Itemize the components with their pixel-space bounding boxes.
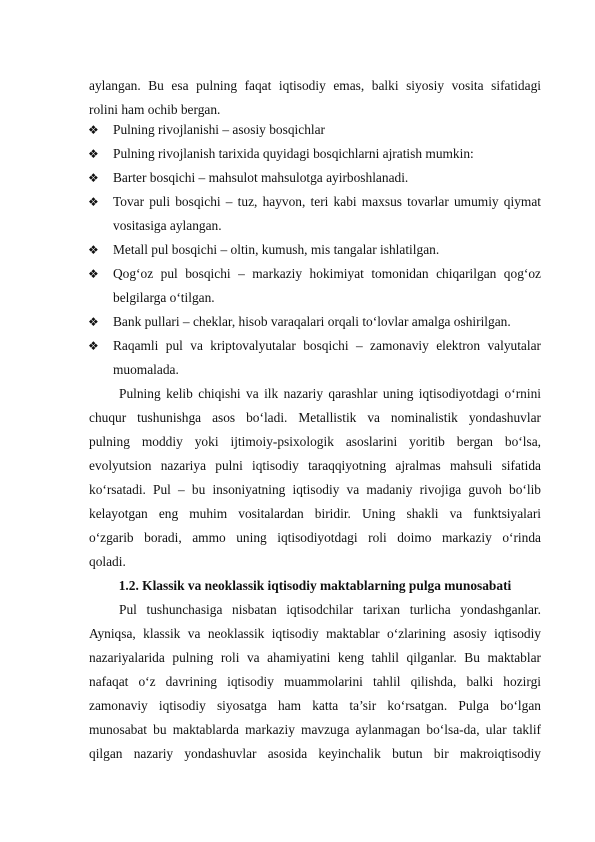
bullet-item: Tovar puli bosqichi – tuz, hayvon, teri kabi maxsus tovarlar umumiy qiymat [113, 194, 541, 209]
diamond-bullet-icon: ❖ [88, 123, 99, 137]
diamond-bullet-icon: ❖ [88, 147, 99, 161]
paragraph-line: Pul tushunchasiga nisbatan iqtisodchilar tarixan turlicha yondashganlar. [119, 602, 541, 617]
paragraph-line: kelayotgan eng muhim vositalardan biridir. Uning shakli va funktsiyalari [89, 506, 541, 521]
diamond-bullet-icon: ❖ [88, 267, 99, 281]
intro-line: aylangan. Bu esa pulning faqat iqtisodiy emas, balki siyosiy vosita sifatidagi [89, 78, 541, 93]
paragraph-line: qoladi. [89, 554, 126, 569]
paragraph-line: o‘zgarib boradi, ammo uning iqtisodiyotdagi roli doimo markaziy o‘rinda [89, 530, 541, 545]
diamond-bullet-icon: ❖ [88, 171, 99, 185]
bullet-item-continuation: muomalada. [113, 362, 179, 377]
intro-line: rolini ham ochib bergan. [89, 102, 221, 117]
bullet-item: Metall pul bosqichi – oltin, kumush, mis tangalar ishlatilgan. [113, 242, 440, 257]
bullet-item: Pulning rivojlanish tarixida quyidagi bosqichlarni ajratish mumkin: [113, 146, 474, 161]
section-heading: 1.2. Klassik va neoklassik iqtisodiy maktablarning pulga munosabati [118, 578, 512, 593]
bullet-item: Qog‘oz pul bosqichi – markaziy hokimiyat tomonidan chiqarilgan qog‘oz [113, 266, 541, 281]
diamond-bullet-icon: ❖ [88, 315, 99, 329]
bullet-item: Raqamli pul va kriptovalyutalar bosqichi – zamonaviy elektron valyutalar [113, 338, 541, 353]
paragraph-line: evolyutsion nazariya pulni iqtisodiy taraqqiyotning ajralmas mahsuli sifatida [89, 458, 541, 473]
bullet-item: Barter bosqichi – mahsulot mahsulotga ayirboshlanadi. [113, 170, 409, 185]
paragraph-line: ko‘rsatadi. Pul – bu insoniyatning iqtisodiy va madaniy rivojiga guvoh bo‘lib [89, 482, 541, 497]
diamond-bullet-icon: ❖ [88, 195, 99, 209]
paragraph-line: Pulning kelib chiqishi va ilk nazariy qarashlar uning iqtisodiyotdagi o‘rnini [119, 386, 541, 401]
paragraph-line: zamonaviy iqtisodiy siyosatga ham katta ta’sir ko‘rsatgan. Pulga bo‘lgan [89, 698, 541, 713]
bullet-item-continuation: belgilarga o‘tilgan. [113, 290, 215, 305]
paragraph-line: pulning moddiy yoki ijtimoiy-psixologik asoslarini yoritib bergan bo‘lsa, [89, 434, 541, 449]
paragraph-line: munosabat bu maktablarda markaziy mavzuga aylanmagan bo‘lsa-da, ular taklif [89, 722, 541, 737]
paragraph-line: chuqur tushunishga asos bo‘ladi. Metallistik va nominalistik yondashuvlar [89, 410, 541, 425]
paragraph-line: Ayniqsa, klassik va neoklassik iqtisodiy maktablar o‘zlarining asosiy iqtisodiy [89, 626, 541, 641]
bullet-item: Bank pullari – cheklar, hisob varaqalari orqali to‘lovlar amalga oshirilgan. [113, 314, 511, 329]
diamond-bullet-icon: ❖ [88, 339, 99, 353]
diamond-bullet-icon: ❖ [88, 243, 99, 257]
paragraph-line: qilgan nazariy yondashuvlar asosida keyinchalik butun bir makroiqtisodiy [89, 746, 541, 761]
bullet-item-continuation: vositasiga aylangan. [113, 218, 222, 233]
paragraph-line: nazariyalarida pulning roli va ahamiyatini keng tahlil qilganlar. Bu maktablar [89, 650, 541, 665]
bullet-item: Pulning rivojlanishi – asosiy bosqichlar [113, 122, 326, 137]
paragraph-line: nafaqat o‘z davrining iqtisodiy muammolarini tahlil qilishda, balki hozirgi [89, 674, 541, 689]
